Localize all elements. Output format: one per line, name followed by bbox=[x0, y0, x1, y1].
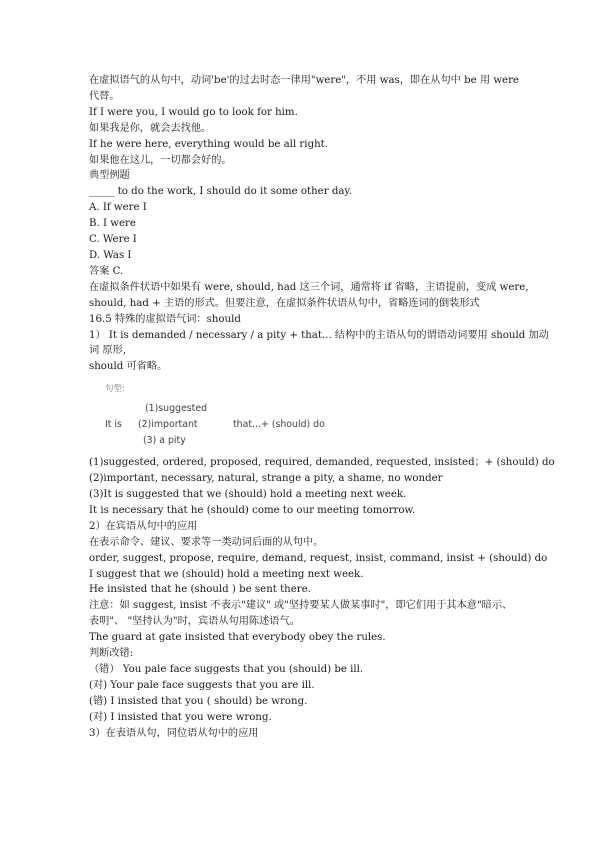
question-text: _____ to do the work, I should do it some other day. bbox=[89, 186, 353, 198]
exercise-item: (错) I insisted that you ( should) be wrong. bbox=[89, 695, 308, 707]
example-sentence: It is necessary that he (should) come to our meeting tomorrow. bbox=[89, 504, 416, 516]
exercise-item: (对) I insisted that you were wrong. bbox=[89, 711, 272, 723]
figure-option-1: (1)suggested bbox=[145, 403, 208, 415]
text-line: 在表示命令、建议、要求等一类动词后面的从句中。 bbox=[89, 536, 324, 548]
figure-option-2: (2)important bbox=[138, 419, 198, 431]
translation: 如果我是你，就会去找他。 bbox=[89, 122, 212, 134]
example-sentence: If I were you, I would go to look for him. bbox=[89, 106, 298, 118]
section-heading: 16.5 特殊的虚拟语气词：should bbox=[89, 313, 241, 325]
section-heading: 判断改错: bbox=[89, 648, 134, 660]
text-line: should 可省略。 bbox=[89, 361, 168, 373]
option-c: C. Were I bbox=[89, 234, 137, 246]
sentence-pattern-figure bbox=[105, 375, 519, 455]
figure-caption: 句型: bbox=[105, 384, 125, 395]
text-line: 1） It is demanded / necessary / a pity + that... 结构中的主语从句的谓语动词要用 should 加动 bbox=[89, 329, 549, 341]
example-sentence: He insisted that he (should ) be sent there. bbox=[89, 584, 311, 596]
translation: 如果他在这儿，一切都会好的。 bbox=[89, 154, 232, 166]
text-line: should, had + 主语的形式。但要注意，在虚拟条件状语从句中，省略连词的倒装形式 bbox=[89, 297, 480, 309]
text-line: 词 原形, bbox=[89, 345, 127, 357]
section-heading: 2）在宾语从句中的应用 bbox=[89, 520, 198, 532]
option-d: D. Was I bbox=[89, 249, 132, 261]
option-b: B. I were bbox=[89, 218, 136, 230]
example-sentence: (3)It is suggested that we (should) hold a meeting next week. bbox=[89, 489, 407, 501]
text-line: 在虚拟条件状语中如果有 were, should, had 这三个词，通常将 if 省略，主语提前，变成 were, bbox=[89, 281, 529, 293]
example-sentence: If he were here, everything would be all right. bbox=[89, 138, 328, 150]
note: 注意：如 suggest, insist 不表示"建议" 或"坚持要某人做某事时"，即它们用于其本意"暗示、 bbox=[89, 600, 513, 612]
example-sentence: I suggest that we (should) hold a meeting next week. bbox=[89, 568, 364, 580]
exercise-item: (对) Your pale face suggests that you are ill. bbox=[89, 679, 315, 691]
example-sentence: The guard at gate insisted that everybody obey the rules. bbox=[89, 632, 386, 644]
figure-option-3: (3) a pity bbox=[143, 435, 186, 447]
text-line: (2)important, necessary, natural, strange a pity, a shame, no wonder bbox=[89, 473, 443, 485]
text-line: 在虚拟语气的从句中，动词'be'的过去时态一律用"were"，不用 was，即在从句中 be 用 were bbox=[89, 75, 519, 86]
text-line: (1)suggested, ordered, proposed, required, demanded, requested, insisted；+ (should) do bbox=[89, 457, 555, 469]
figure-it-is: It is bbox=[105, 419, 122, 431]
section-heading: 典型例题 bbox=[89, 170, 130, 182]
figure-that-clause: that...+ (should) do bbox=[233, 419, 325, 431]
option-a: A. If were I bbox=[89, 202, 147, 214]
note: 表明"、 "坚持认为"时，宾语从句用陈述语气。 bbox=[89, 616, 300, 628]
text-line: 代替。 bbox=[89, 90, 120, 102]
exercise-item: （错） You pale face suggests that you (should) be ill. bbox=[89, 664, 364, 675]
text-line: order, suggest, propose, require, demand, request, insist, command, insist + (should) do bbox=[89, 552, 548, 564]
section-heading: 3）在表语从句，同位语从句中的应用 bbox=[89, 727, 259, 739]
answer: 答案 C. bbox=[89, 265, 124, 277]
document-body bbox=[89, 73, 555, 742]
